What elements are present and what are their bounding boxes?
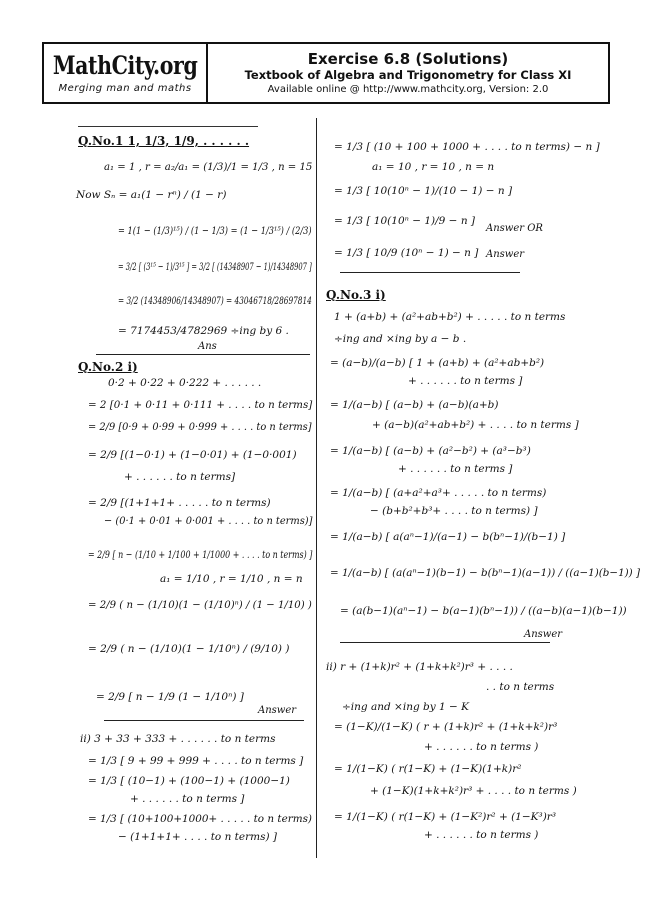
solution-line: = 2/9 [(1−0·1) + (1−0·01) + (1−0·001) [88, 449, 297, 461]
title-box [208, 44, 608, 102]
solution-line: = 2/9 [ n − (1/10 + 1/100 + 1/1000 + . . . . to n terms) ] [88, 549, 313, 561]
solution-line: = 2 [0·1 + 0·11 + 0·111 + . . . . to n terms] [88, 399, 313, 411]
page-header [42, 42, 610, 104]
solution-line: ii) r + (1+k)r² + (1+k+k²)r³ + . . . . [326, 661, 513, 673]
question-2-line: Q.No.2 i) [78, 360, 138, 374]
logo-box [44, 44, 208, 102]
solution-line: + (a−b)(a²+ab+b²) + . . . . to n terms ] [372, 419, 579, 431]
solution-line: a₁ = 1/10 , r = 1/10 , n = n [160, 573, 303, 585]
answer-label: Ans [198, 341, 217, 352]
site-logo: MathCity.org [52, 50, 198, 80]
solution-line: + . . . . . . to n terms] [124, 471, 236, 483]
solution-line: = 1/(a−b) [ (a+a²+a³+ . . . . . to n terms) [330, 487, 547, 499]
separator [340, 642, 550, 643]
solution-line: = 1/(a−b) [ (a−b) + (a−b)(a+b) [330, 399, 499, 411]
solution-line: = 1/(1−K) ( r(1−K) + (1−K²)r² + (1−K³)r³ [334, 811, 557, 823]
solution-line: = (1−K)/(1−K) ( r + (1+k)r² + (1+k+k²)r³ [334, 721, 558, 733]
solution-line: + (1−K)(1+k+k²)r³ + . . . . to n terms ) [370, 785, 577, 797]
solution-line: − (1+1+1+ . . . . to n terms) ] [118, 831, 278, 843]
solution-line: = 2/9 ( n − (1/10)(1 − 1/10ⁿ) / (9/10) ) [88, 643, 290, 655]
solution-line: + . . . . . . to n terms ] [408, 375, 523, 387]
solution-line: = 1/(a−b) [ a(aⁿ−1)/(a−1) − b(bⁿ−1)/(b−1) ] [330, 531, 566, 543]
top-rule-left [78, 126, 258, 127]
solution-line: = 2/9 [ n − 1/9 (1 − 1/10ⁿ) ] [96, 691, 244, 703]
solution-line: ÷ing and ×ing by a − b . [334, 333, 467, 345]
solution-line: + . . . . . . to n terms ] [130, 793, 245, 805]
separator [340, 272, 520, 273]
separator [104, 720, 304, 721]
answer-label: Answer [486, 249, 525, 260]
solution-line: a₁ = 10 , r = 10 , n = n [372, 161, 495, 173]
solution-line: = 2/9 ( n − (1/10)(1 − (1/10)ⁿ) / (1 − 1/10) ) [88, 599, 312, 611]
answer-label: Answer [524, 629, 563, 640]
answer-label: Answer OR [486, 223, 543, 234]
solution-line: + . . . . . . to n terms ) [424, 741, 539, 753]
solution-line: = 1(1 − (1/3)¹⁵) / (1 − 1/3) = (1 − 1/3¹⁵) / (2/3) [118, 225, 312, 237]
solution-line: = 7174453/4782969 ÷ing by 6 . [118, 325, 289, 337]
solution-line: = 1/(a−b) [ (a(aⁿ−1)(b−1) − b(bⁿ−1)(a−1)) / ((a−1)(b−1)) ] [330, 567, 641, 579]
solution-line: = (a−b)/(a−b) [ 1 + (a+b) + (a²+ab+b²) [330, 357, 545, 369]
answer-label: Answer [258, 705, 297, 716]
solution-line: = 3/2 [ (3¹⁵ − 1)/3¹⁵ ] = 3/2 [ (14348907 − 1)/14348907 ] [118, 261, 312, 273]
solution-line: = 1/3 [ 10(10ⁿ − 1)/(10 − 1) − n ] [334, 185, 513, 197]
exercise-title: Exercise 6.8 (Solutions) [307, 50, 509, 68]
solution-line: 0·2 + 0·22 + 0·222 + . . . . . . [108, 377, 262, 389]
question-3-line: Q.No.3 i) [326, 288, 386, 302]
solution-line: = (a(b−1)(aⁿ−1) − b(a−1)(bⁿ−1)) / ((a−b)(a−1)(b−1)) [340, 605, 627, 617]
solution-line: = 1/3 [ (10+100+1000+ . . . . . to n terms) [88, 813, 312, 825]
separator [96, 354, 310, 355]
logo-tagline: Merging man and maths [58, 82, 192, 94]
solution-line: + . . . . . . to n terms ] [398, 463, 513, 475]
solution-line: ÷ing and ×ing by 1 − K [342, 701, 470, 713]
solution-line: = 1/3 [ (10 + 100 + 1000 + . . . . to n terms) − n ] [334, 141, 600, 153]
book-title: Textbook of Algebra and Trigonometry for Class XI [244, 68, 572, 82]
solution-line: − (b+b²+b³+ . . . . to n terms) ] [370, 505, 538, 517]
solution-line: − (0·1 + 0·01 + 0·001 + . . . . to n terms)] [104, 515, 313, 527]
solution-line: Now Sₙ = a₁(1 − rⁿ) / (1 − r) [76, 189, 227, 201]
solution-line: = 1/3 [ 9 + 99 + 999 + . . . . to n terms ] [88, 755, 304, 767]
solution-line: = 1/(a−b) [ (a−b) + (a²−b²) + (a³−b³) [330, 445, 531, 457]
solution-line: = 1/(1−K) ( r(1−K) + (1−K)(1+k)r² [334, 763, 522, 775]
solution-line: = 2/9 [0·9 + 0·99 + 0·999 + . . . . to n terms] [88, 421, 312, 433]
solution-line: = 1/3 [ 10/9 (10ⁿ − 1) − n ] [334, 247, 479, 259]
solution-line: a₁ = 1 , r = a₂/a₁ = (1/3)/1 = 1/3 , n = 15 [104, 161, 313, 173]
solution-line: . . to n terms [486, 681, 555, 693]
solution-line: ii) 3 + 33 + 333 + . . . . . . to n terms [80, 733, 276, 745]
solution-line: + . . . . . . to n terms ) [424, 829, 539, 841]
question-1-line: Q.No.1 1, 1/3, 1/9, . . . . . . [78, 134, 250, 148]
column-divider [316, 118, 317, 858]
solution-line: = 1/3 [ 10(10ⁿ − 1)/9 − n ] [334, 215, 476, 227]
solution-line: = 3/2 (14348906/14348907) = 43046718/28697814 [118, 295, 312, 307]
solution-line: = 2/9 [(1+1+1+ . . . . . to n terms) [88, 497, 271, 509]
solution-line: = 1/3 [ (10−1) + (100−1) + (1000−1) [88, 775, 290, 787]
solution-line: 1 + (a+b) + (a²+ab+b²) + . . . . . to n terms [334, 311, 566, 323]
availability-line: Available online @ http://www.mathcity.org, Version: 2.0 [267, 84, 549, 95]
